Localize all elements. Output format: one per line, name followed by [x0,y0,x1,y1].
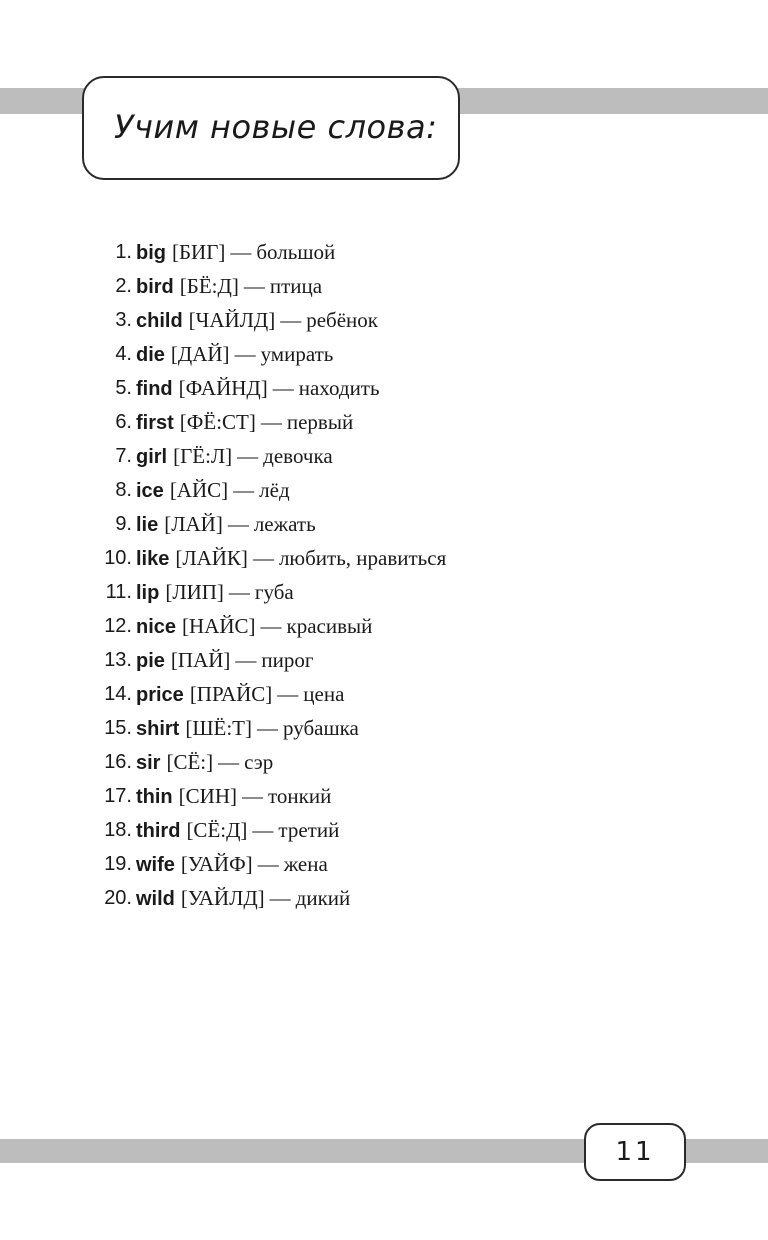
list-item [0,303,768,337]
entry-number: 14. [104,683,132,705]
entry-transcription: [АЙС] [169,478,229,502]
entry-word: girl [136,446,168,468]
list-item [0,507,768,541]
entry-transcription: [СЁ:Д] [186,818,248,842]
entry-dash: — [243,274,265,298]
entry-meaning: любить, нравиться [278,546,447,570]
entry-transcription: [ФАЙНД] [178,376,268,400]
entry-number: 10. [104,547,132,569]
list-item [0,609,768,643]
entry-meaning: пирог [261,648,314,672]
entry-meaning: девочка [263,444,333,468]
entry-meaning: умирать [260,342,334,366]
entry-dash: — [234,342,256,366]
entry-dash: — [235,648,257,672]
entry-number: 19. [104,853,132,875]
entry-word: sir [136,752,161,774]
list-item [0,575,768,609]
entry-word: find [136,378,173,400]
entry-meaning: губа [254,580,294,604]
entry-transcription: [ДАЙ] [170,342,230,366]
entry-number: 3. [115,309,132,331]
entry-meaning: лежать [253,512,316,536]
entry-meaning: ребёнок [306,308,378,332]
entry-word: shirt [136,718,180,740]
entry-meaning: сэр [244,750,274,774]
list-item [0,677,768,711]
title-box [82,76,460,180]
entry-word: lie [136,514,159,536]
entry-meaning: рубашка [283,716,359,740]
entry-number: 8. [115,479,132,501]
entry-meaning: большой [256,240,336,264]
entry-meaning: птица [269,274,323,298]
entry-number: 9. [115,513,132,535]
entry-transcription: [УАЙЛД] [180,886,265,910]
list-item [0,473,768,507]
entry-number: 12. [104,615,132,637]
entry-dash: — [252,546,274,570]
entry-dash: — [272,376,294,400]
entry-meaning: дикий [295,886,351,910]
entry-word: price [136,684,184,706]
entry-dash: — [241,784,263,808]
entry-dash: — [237,444,259,468]
entry-word: nice [136,616,177,638]
vocabulary-list [0,235,768,915]
entry-dash: — [280,308,302,332]
entry-word: like [136,548,170,570]
entry-number: 11. [105,581,132,603]
entry-word: child [136,310,183,332]
list-item [0,541,768,575]
entry-transcription: [ЛИП] [165,580,224,604]
list-item [0,881,768,915]
entry-word: wild [136,888,175,910]
entry-number: 6. [115,411,132,433]
entry-number: 17. [104,785,132,807]
entry-dash: — [230,240,252,264]
list-item [0,235,768,269]
entry-number: 7. [115,445,132,467]
entry-word: lip [136,582,160,604]
entry-number: 5. [115,377,132,399]
page-title: Учим новые слова: [114,108,438,146]
entry-transcription: [СИН] [178,784,237,808]
entry-meaning: первый [286,410,354,434]
entry-transcription: [БИГ] [172,240,226,264]
entry-dash: — [252,818,274,842]
entry-dash: — [218,750,240,774]
entry-dash: — [228,580,250,604]
list-item [0,371,768,405]
entry-word: pie [136,650,165,672]
entry-number: 16. [104,751,132,773]
entry-dash: — [257,852,279,876]
entry-number: 13. [104,649,132,671]
entry-number: 18. [104,819,132,841]
entry-number: 1. [115,241,132,263]
entry-transcription: [НАЙС] [182,614,256,638]
entry-word: die [136,344,165,366]
entry-number: 2. [115,275,132,297]
list-item [0,745,768,779]
list-item [0,779,768,813]
entry-word: wife [136,854,175,876]
entry-transcription: [БЁ:Д] [179,274,239,298]
list-item [0,711,768,745]
entry-word: first [136,412,174,434]
entry-dash: — [269,886,291,910]
entry-transcription: [ПРАЙС] [189,682,273,706]
list-item [0,643,768,677]
entry-meaning: третий [278,818,340,842]
entry-transcription: [ЛАЙ] [164,512,223,536]
list-item [0,405,768,439]
entry-meaning: находить [298,376,380,400]
entry-meaning: тонкий [267,784,332,808]
entry-meaning: цена [303,682,345,706]
entry-dash: — [227,512,249,536]
entry-number: 4. [115,343,132,365]
entry-transcription: [ПАЙ] [170,648,231,672]
page-number: 11 [584,1123,686,1181]
entry-word: ice [136,480,164,502]
list-item [0,269,768,303]
entry-number: 20. [104,887,132,909]
entry-word: thin [136,786,173,808]
list-item [0,439,768,473]
entry-dash: — [260,614,282,638]
entry-transcription: [ФЁ:СТ] [179,410,256,434]
list-item [0,337,768,371]
entry-word: big [136,242,166,264]
entry-meaning: жена [283,852,328,876]
entry-transcription: [ЧАЙЛД] [188,308,276,332]
entry-transcription: [СЁ:] [166,750,214,774]
entry-transcription: [ЛАЙК] [175,546,248,570]
entry-meaning: лёд [259,478,290,502]
entry-dash: — [233,478,255,502]
list-item [0,813,768,847]
list-item [0,847,768,881]
entry-dash: — [277,682,299,706]
entry-word: third [136,820,181,842]
entry-number: 15. [104,717,132,739]
entry-transcription: [УАЙФ] [180,852,253,876]
entry-dash: — [260,410,282,434]
entry-transcription: [ШЁ:Т] [185,716,253,740]
entry-meaning: красивый [286,614,373,638]
entry-word: bird [136,276,174,298]
entry-transcription: [ГЁ:Л] [173,444,233,468]
entry-dash: — [257,716,279,740]
